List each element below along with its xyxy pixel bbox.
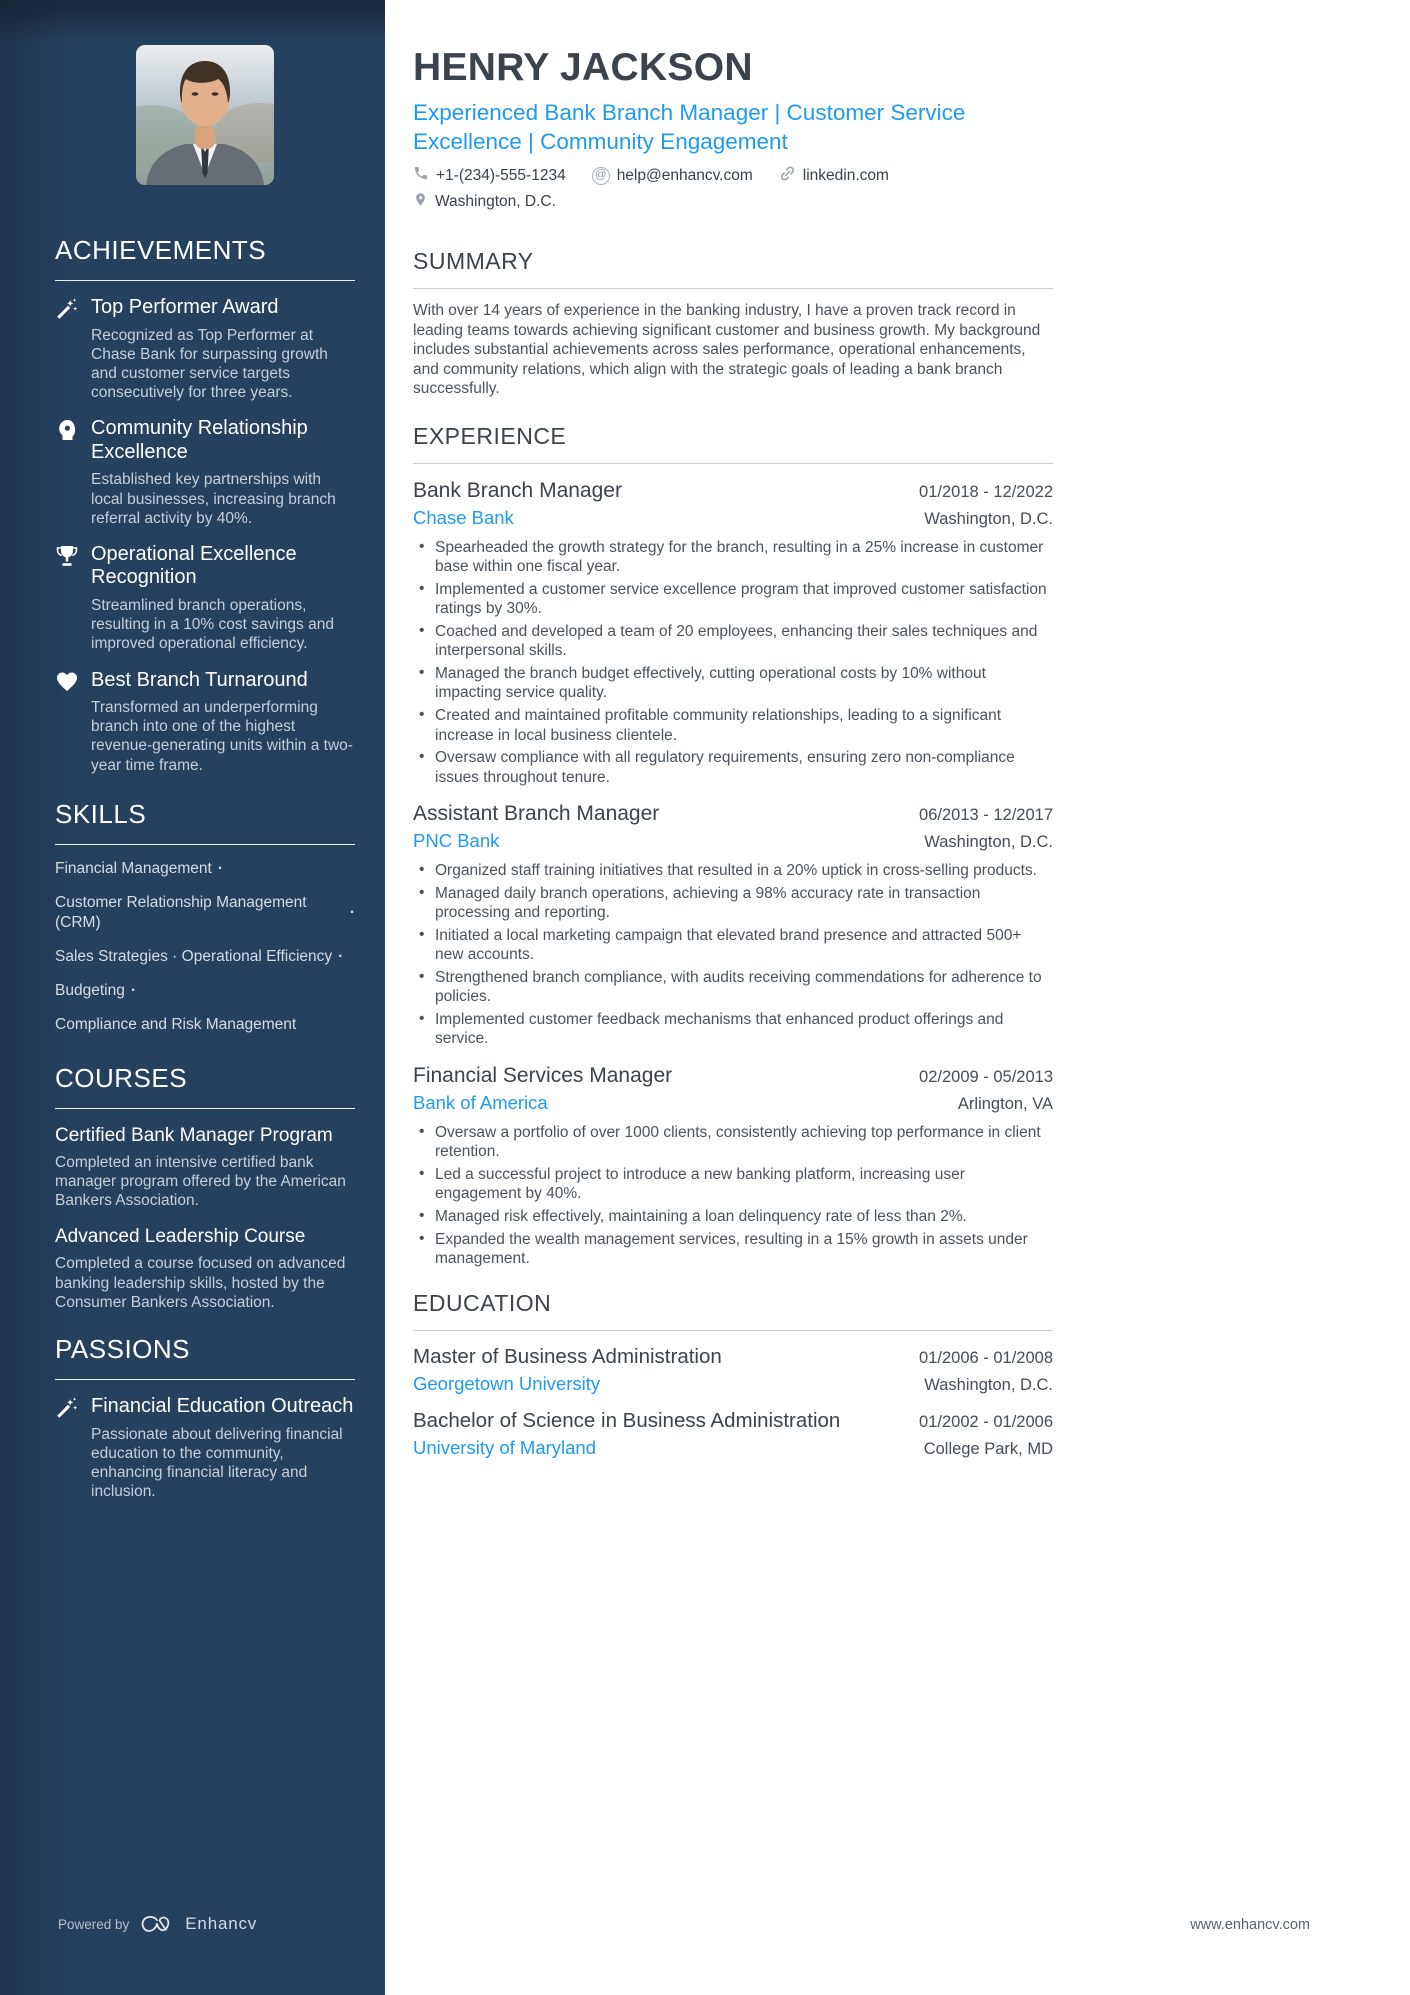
trophy-icon bbox=[55, 543, 79, 654]
job-bullet: • Implemented customer feedback mechanisms that enhanced product offerings and service. bbox=[413, 1010, 1053, 1049]
email-contact bbox=[592, 165, 753, 187]
job-bullet: • Managed risk effectively, maintaining a loan delinquency rate of less than 2%. bbox=[413, 1207, 1053, 1226]
achievement-text: Streamlined branch operations, resulting in a 10% cost savings and improved operational efficiency. bbox=[91, 596, 334, 653]
job-bullet: • Led a successful project to introduce a new banking platform, increasing user engagement by 40%. bbox=[413, 1165, 1053, 1204]
phone-contact bbox=[413, 165, 566, 187]
achievement-title: Top Performer Award bbox=[91, 296, 279, 318]
enhancv-brand-name: Enhancv bbox=[185, 1914, 258, 1933]
summary-section bbox=[413, 248, 1053, 399]
achievement-item bbox=[55, 543, 355, 654]
school-location: College Park, MD bbox=[923, 1440, 1053, 1459]
passion-item bbox=[55, 1395, 355, 1501]
job-location: Washington, D.C. bbox=[924, 509, 1053, 528]
job-company: Chase Bank bbox=[413, 506, 514, 528]
degree-name: Bachelor of Science in Business Administration bbox=[413, 1409, 841, 1433]
job-company: PNC Bank bbox=[413, 829, 500, 851]
job-role: Financial Services Manager bbox=[413, 1063, 673, 1087]
phone-number: +1-(234)-555-1234 bbox=[436, 166, 566, 184]
job-bullet: • Managed daily branch operations, achieving a 98% accuracy rate in transaction processing and reporting. bbox=[413, 884, 1053, 923]
job-dates: 02/2009 - 05/2013 bbox=[919, 1067, 1053, 1086]
job-bullet: • Coached and developed a team of 20 employees, enhancing their sales techniques and interpersonal skills. bbox=[413, 622, 1053, 661]
phone-icon bbox=[413, 165, 429, 186]
education-dates: 01/2006 - 01/2008 bbox=[919, 1349, 1053, 1368]
heart-icon bbox=[55, 669, 79, 775]
achievement-item bbox=[55, 669, 355, 775]
achievement-text: Established key partnerships with local businesses, increasing branch referral activity by 40%. bbox=[91, 471, 336, 527]
website-link[interactable]: www.enhancv.com bbox=[1190, 1917, 1310, 1933]
job-entry bbox=[413, 802, 1053, 1049]
job-location: Washington, D.C. bbox=[924, 832, 1053, 851]
linkedin-link[interactable]: linkedin.com bbox=[802, 166, 889, 184]
achievements-title: ACHIEVEMENTS bbox=[55, 235, 355, 281]
skill-item: Customer Relationship Management (CRM) · bbox=[55, 893, 355, 931]
school-location: Washington, D.C. bbox=[924, 1376, 1053, 1395]
candidate-name: HENRY JACKSON bbox=[413, 46, 753, 89]
passions-section bbox=[55, 1334, 355, 1501]
email-address[interactable]: help@enhancv.com bbox=[616, 166, 753, 184]
main-content bbox=[385, 0, 1410, 1995]
education-entry bbox=[413, 1409, 1053, 1459]
powered-by-label: Powered by bbox=[58, 1916, 130, 1932]
contact-info bbox=[413, 165, 1053, 212]
skill-separator-dot: · bbox=[338, 947, 344, 965]
job-bullet: • Implemented a customer service excellence program that improved customer satisfaction ratings by 30%. bbox=[413, 580, 1053, 619]
experience-title: EXPERIENCE bbox=[413, 423, 1053, 464]
job-bullet: • Managed the branch budget effectively, cutting operational costs by 10% without impacting service quality. bbox=[413, 664, 1053, 703]
job-bullet: • Organized staff training initiatives that resulted in a 20% uptick in cross-selling products. bbox=[413, 861, 1053, 880]
linkedin-contact bbox=[779, 165, 889, 187]
skill-item: Sales Strategies · Operational Efficiency · bbox=[55, 947, 344, 965]
enhancv-logo-icon bbox=[140, 1913, 174, 1935]
job-bullet: • Created and maintained profitable community relationships, leading to a significant increase in local business clientele. bbox=[413, 706, 1053, 745]
job-role: Assistant Branch Manager bbox=[413, 801, 660, 825]
achievement-title: Community Relationship Excellence bbox=[91, 417, 308, 463]
achievement-text: Recognized as Top Performer at Chase Bank for surpassing growth and customer service targets consecutively for three years. bbox=[91, 326, 328, 402]
skill-separator-dot: · bbox=[349, 903, 355, 921]
education-section bbox=[413, 1290, 1053, 1459]
education-entry bbox=[413, 1345, 1053, 1395]
head-icon bbox=[55, 417, 79, 528]
wand-icon bbox=[55, 296, 79, 402]
course-title: Certified Bank Manager Program bbox=[55, 1124, 333, 1146]
job-bullet: • Strengthened branch compliance, with audits receiving commendations for adherence to policies. bbox=[413, 968, 1053, 1007]
school-name: Georgetown University bbox=[413, 1373, 601, 1395]
education-title: EDUCATION bbox=[413, 1290, 1053, 1331]
job-dates: 06/2013 - 12/2017 bbox=[919, 805, 1053, 824]
course-text: Completed a course focused on advanced banking leadership skills, hosted by the Consumer Bankers Association. bbox=[55, 1255, 346, 1311]
degree-name: Master of Business Administration bbox=[413, 1345, 722, 1369]
course-text: Completed an intensive certified bank manager program offered by the American Bankers Association. bbox=[55, 1153, 346, 1210]
achievement-title: Best Branch Turnaround bbox=[91, 668, 308, 691]
job-bullet: • Spearheaded the growth strategy for the branch, resulting in a 25% increase in customer base within one fiscal year. bbox=[413, 538, 1053, 577]
location-pin-icon bbox=[413, 192, 428, 212]
job-bullets bbox=[413, 1123, 1053, 1269]
job-location: Arlington, VA bbox=[957, 1094, 1053, 1113]
job-company: Bank of America bbox=[413, 1091, 548, 1113]
powered-by-footer bbox=[58, 1913, 257, 1935]
job-bullet: • Expanded the wealth management services, resulting in a 15% growth in assets under management. bbox=[413, 1230, 1053, 1269]
achievements-section bbox=[55, 235, 355, 775]
job-bullet: • Initiated a local marketing campaign that elevated brand presence and attracted 500+ new accounts. bbox=[413, 926, 1053, 965]
skills-section bbox=[55, 799, 355, 1035]
summary-title: SUMMARY bbox=[413, 248, 1053, 289]
course-title: Advanced Leadership Course bbox=[55, 1226, 306, 1248]
location-contact bbox=[413, 192, 556, 212]
education-dates: 01/2002 - 01/2006 bbox=[919, 1413, 1053, 1432]
course-item bbox=[55, 1225, 355, 1312]
headline-tagline: Experienced Bank Branch Manager | Customer Service Excellence | Community Engagement bbox=[413, 99, 966, 154]
school-name: University of Maryland bbox=[413, 1437, 597, 1459]
experience-section bbox=[413, 423, 1053, 1268]
job-entry bbox=[413, 1064, 1053, 1269]
link-icon bbox=[779, 165, 796, 187]
summary-text: With over 14 years of experience in the banking industry, I have a proven track record in leading teams towards achieving significant customer and business growth. My background includes substantial achievements across sales performance, operational enhancements, and community relations, which align with the strategic goals of leading a bank branch successfully. bbox=[413, 301, 1041, 398]
website-footer bbox=[1190, 1917, 1310, 1933]
skill-separator-dot: · bbox=[217, 859, 223, 877]
courses-section bbox=[55, 1063, 355, 1312]
location-text: Washington, D.C. bbox=[435, 192, 556, 210]
skill-item: Compliance and Risk Management bbox=[55, 1015, 297, 1033]
sidebar bbox=[0, 0, 385, 1995]
course-item bbox=[55, 1124, 355, 1211]
courses-title: COURSES bbox=[55, 1063, 355, 1109]
achievement-item bbox=[55, 296, 355, 402]
achievement-text: Transformed an underperforming branch into one of the highest revenue-generating units within a two-year time frame. bbox=[91, 699, 353, 774]
passions-title: PASSIONS bbox=[55, 1334, 355, 1380]
at-icon: @ bbox=[592, 167, 610, 185]
profile-photo bbox=[136, 45, 274, 185]
portrait-illustration bbox=[136, 45, 274, 185]
skill-separator-dot: · bbox=[130, 981, 136, 999]
achievement-item bbox=[55, 417, 355, 528]
job-dates: 01/2018 - 12/2022 bbox=[919, 482, 1053, 501]
job-bullets bbox=[413, 861, 1053, 1049]
passion-title: Financial Education Outreach bbox=[91, 1395, 354, 1418]
job-bullets bbox=[413, 538, 1053, 787]
job-bullet: • Oversaw compliance with all regulatory requirements, ensuring zero non-compliance issues throughout tenure. bbox=[413, 748, 1053, 787]
skills-title: SKILLS bbox=[55, 799, 355, 845]
job-bullet: • Oversaw a portfolio of over 1000 clients, consistently achieving top performance in client retention. bbox=[413, 1123, 1053, 1162]
skill-item: Financial Management · bbox=[55, 859, 223, 877]
passion-text: Passionate about delivering financial education to the community, enhancing financial literacy and inclusion. bbox=[91, 1425, 343, 1501]
skill-item: Budgeting · bbox=[55, 981, 136, 999]
wand-icon bbox=[55, 1395, 79, 1501]
job-role: Bank Branch Manager bbox=[413, 478, 622, 502]
achievement-title: Operational Excellence Recognition bbox=[91, 542, 297, 589]
job-entry bbox=[413, 479, 1053, 787]
